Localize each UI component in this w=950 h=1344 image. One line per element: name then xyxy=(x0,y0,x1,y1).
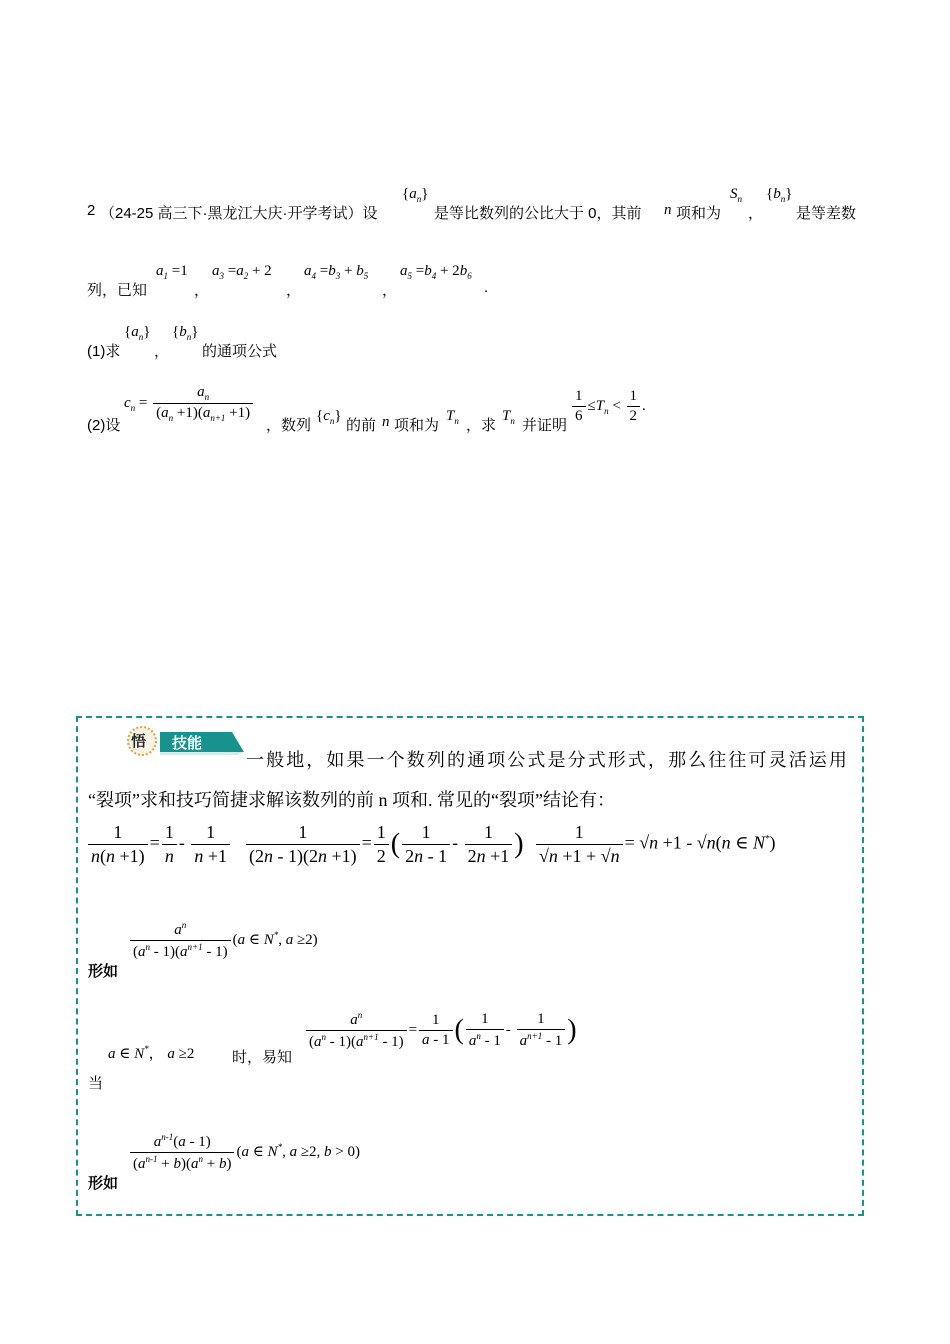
when-text: 时，易知 xyxy=(232,1049,293,1066)
comma: ， xyxy=(748,205,764,222)
formula-cn-set: $\{c_n\}$ xyxy=(316,408,342,426)
question-n: n xyxy=(664,202,672,218)
form-label-1: 形如 xyxy=(88,963,119,980)
skill-line1: 一般地，如果一个数列的通项公式是分式形式，那么往往可灵活运用 xyxy=(246,750,849,770)
period: . xyxy=(484,279,489,296)
formula-bn-set: $\{b_n\}$ xyxy=(766,186,793,204)
form-label-2: 形如 xyxy=(88,1175,119,1192)
part1-end: 的通项公式 xyxy=(202,343,278,360)
formula-cn-definition: $c_n$ = $\frac{a_n}{(a_n +1)(a_{n+1} +1)}$ xyxy=(124,384,255,423)
formula-Tn: $T_n$ xyxy=(446,408,459,426)
formula-an-set: $\{a_n\}$ xyxy=(402,186,429,204)
formula-split-2: $\frac{1}{(2n - 1)(2n +1)}$ = $\frac{1}{2}$ ( $\frac{1}{2n - 1}$ - $\frac{1}{2n +1}$ ) xyxy=(244,822,524,867)
part2-text-4: ，求 xyxy=(466,417,497,434)
comma: ， xyxy=(154,343,170,360)
question-text-1: 是等比数列的公比大于 0，其前 xyxy=(434,205,642,222)
question-n: n xyxy=(382,414,390,430)
formula-a4: $a_4 =b_3 + b_5$ xyxy=(304,263,369,281)
part1-label: (1)求 xyxy=(87,343,121,360)
formula-bn-set: $\{b_n\}$ xyxy=(172,324,199,342)
skill-line2: “裂项”求和技巧简捷求解该数列的前 n 项和. 常见的“裂项”结论有： xyxy=(88,790,615,810)
comma: ， xyxy=(382,282,398,299)
formula-form-2: $\frac{a^{n-1}(a - 1)}{(a^{n-1} + b)(a^n + b)}$ (a ∈ N*, a ≥2, b > 0) xyxy=(128,1132,360,1173)
badge-char: 悟 xyxy=(131,732,147,750)
formula-form-1: $\frac{a^n}{(a^n - 1)(a^{n+1} - 1)}$ (a ∈ N*, a ≥2) xyxy=(128,920,318,961)
formula-an-set: $\{a_n\}$ xyxy=(124,324,151,342)
formula-form-1-split: $\frac{a^n}{(a^n - 1)(a^{n+1} - 1)}$ = $\frac{1}{a - 1}$ ( $\frac{1}{a^n - 1}$ - $\frac{1}{a^{n+1} - 1}$ ) xyxy=(304,1010,577,1051)
badge-label: 技能 xyxy=(172,734,203,752)
question-text-2: 项和为 xyxy=(676,205,722,222)
part2-label: (2)设 xyxy=(87,417,121,434)
question-text-3: 是等差数 xyxy=(796,205,857,222)
question-line2-start: 列，已知 xyxy=(87,282,148,299)
formula-a3: $a_3 =a_2 + 2$ xyxy=(212,263,272,281)
formula-split-3: $\frac{1}{√n +1 + √n}$ = √n +1 - √n(n ∈ N*) xyxy=(534,822,775,867)
comma: ， xyxy=(286,282,302,299)
part2-text-1: ，数列 xyxy=(266,417,312,434)
question-source: （24-25 高三下·黑龙江大庆·开学考试）设 xyxy=(100,205,378,222)
formula-Sn: $S_n$ xyxy=(730,186,742,204)
part2-text-3: 项和为 xyxy=(394,417,440,434)
part2-text-2: 的前 xyxy=(346,417,377,434)
formula-split-1: $\frac{1}{n(n +1)}$ = $\frac{1}{n}$ - $\frac{1}{n +1}$ xyxy=(86,822,232,867)
part2-text-5: 并证明 xyxy=(522,417,568,434)
comma: ， xyxy=(194,282,210,299)
question-number: 2 xyxy=(87,202,96,219)
when-label: 当 xyxy=(88,1075,104,1092)
formula-a1: $a_1 =1$ xyxy=(156,263,188,281)
formula-when-condition: a ∈ N*， a ≥2 xyxy=(108,1044,195,1062)
formula-a5: $a_5 =b_4 + 2b_6$ xyxy=(400,263,472,281)
formula-Tn: $T_n$ xyxy=(502,408,515,426)
formula-inequality: $\frac{1}{6}$ $\le T_n$ < $\frac{1}{2}$ . xyxy=(570,388,646,425)
